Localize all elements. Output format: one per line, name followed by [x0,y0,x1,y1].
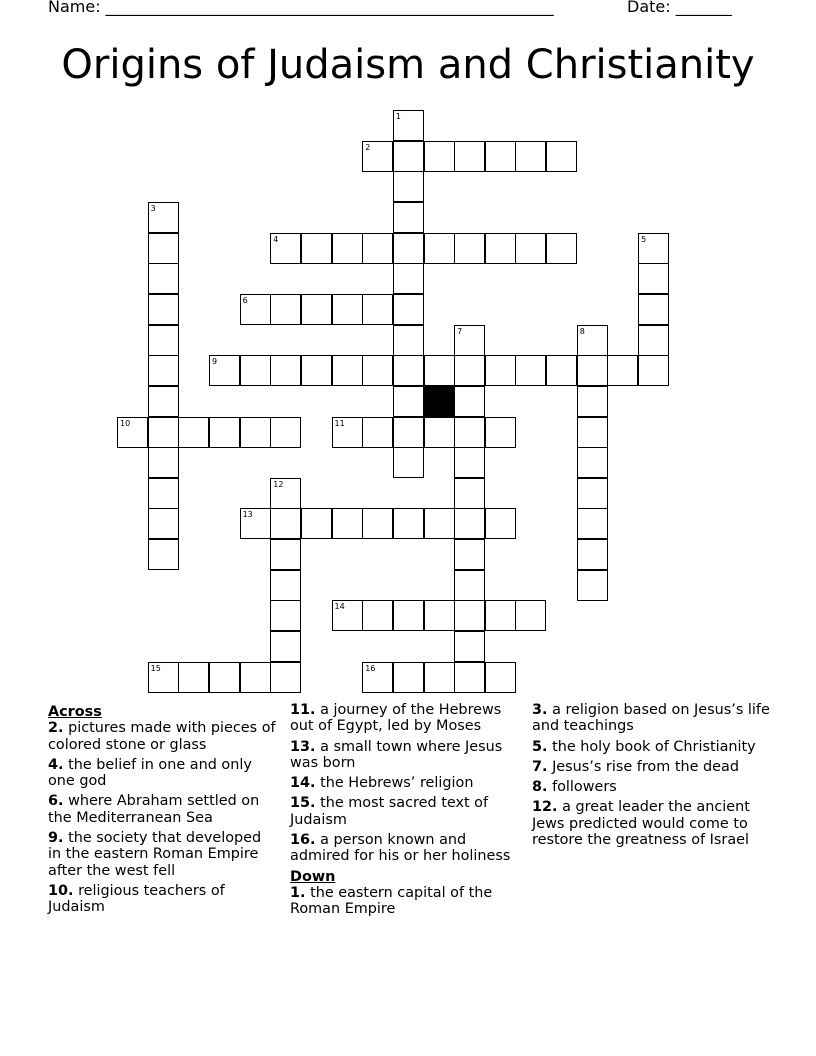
grid-cell[interactable] [638,263,669,294]
grid-cell[interactable] [424,233,455,264]
grid-cell[interactable] [485,233,516,264]
grid-cell[interactable] [424,662,455,693]
cell-number: 2 [365,142,371,152]
clue-number: 4. [48,756,64,773]
grid-cell[interactable] [270,662,301,693]
grid-cell[interactable] [240,294,271,325]
clue-number: 7. [532,758,548,775]
date-field-label: Date: _______ [627,0,732,16]
grid-cell[interactable] [454,539,485,570]
grid-cell[interactable] [270,417,301,448]
grid-cell[interactable] [148,447,179,478]
clue-text: where Abraham settled on the Mediterranean Sea [48,793,260,826]
grid-cell[interactable] [332,508,363,539]
grid-cell[interactable] [209,417,240,448]
clue-number: 6. [48,793,64,810]
grid-cell[interactable] [515,233,546,264]
grid-cell[interactable] [454,325,485,356]
grid-cell[interactable] [270,508,301,539]
clue-item [290,832,520,865]
black-square [424,386,455,417]
grid-cell[interactable] [148,508,179,539]
grid-cell[interactable] [393,141,424,172]
grid-cell[interactable] [393,263,424,294]
clue-number: 11. [290,702,316,718]
grid-cell[interactable] [577,539,608,570]
grid-cell[interactable] [454,570,485,601]
clue-number: 12. [532,799,558,816]
grid-cell[interactable] [178,417,209,448]
grid-cell[interactable] [577,325,608,356]
cell-number: 12 [273,479,284,489]
cell-number: 10 [120,418,131,428]
clue-text: pictures made with pieces of colored stone or glass [48,720,276,753]
grid-cell[interactable] [393,662,424,693]
grid-cell[interactable] [454,508,485,539]
clue-item [48,830,278,879]
grid-cell[interactable] [148,233,179,264]
grid-cell[interactable] [117,417,148,448]
grid-cell[interactable] [546,233,577,264]
grid-cell[interactable] [424,141,455,172]
cell-number: 6 [242,295,248,305]
clue-text: the eastern capital of the Roman Empire [290,884,493,918]
grid-cell[interactable] [301,294,332,325]
clue-number: 15. [290,795,316,812]
grid-cell[interactable] [393,325,424,356]
grid-cell[interactable] [638,355,669,386]
grid-cell[interactable] [270,294,301,325]
cell-number: 9 [211,357,218,367]
clue-text: a small town where Jesus was born [290,738,503,771]
cell-number: 3 [150,203,156,213]
clue-item [532,702,772,735]
clue-text: religious teachers of Judaism [48,882,225,916]
clue-text: the society that developed in the eastern Roman Empire after the west fell [48,830,262,879]
clue-column-2 [290,702,520,922]
grid-cell[interactable] [362,233,393,264]
grid-cell[interactable] [148,202,179,233]
clue-text: a journey of the Hebrews out of Egypt, led by Moses [290,702,502,735]
cell-number: 7 [457,326,463,336]
cell-number: 13 [242,510,253,520]
cell-number: 1 [395,112,401,121]
clue-item [532,799,772,848]
clue-item [290,795,520,828]
grid-cell[interactable] [577,417,608,448]
grid-cell[interactable] [301,233,332,264]
grid-cell[interactable] [148,539,179,570]
grid-cell[interactable] [577,386,608,417]
grid-cell[interactable] [515,600,546,631]
grid-cell[interactable] [148,386,179,417]
clue-item [532,759,772,775]
grid-cell[interactable] [424,508,455,539]
grid-cell[interactable] [577,508,608,539]
cell-number: 16 [365,663,376,673]
clue-number: 5. [532,738,548,755]
grid-cell[interactable] [270,478,301,509]
clue-item [290,775,520,791]
clue-number: 2. [48,720,64,737]
grid-cell[interactable] [485,600,516,631]
page-title: Origins of Judaism and Christianity [61,42,755,88]
clue-text: the Hebrews’ religion [320,775,474,792]
grid-cell[interactable] [240,355,271,386]
grid-cell[interactable] [148,325,179,356]
grid-cell[interactable] [393,417,424,448]
clue-text: the holy book of Christianity [552,738,756,755]
grid-cell[interactable] [577,570,608,601]
grid-cell[interactable] [515,141,546,172]
grid-cell[interactable] [270,233,301,264]
grid-cell[interactable] [148,355,179,386]
grid-cell[interactable] [362,600,393,631]
clue-text: the belief in one and only one god [48,756,252,790]
grid-cell[interactable] [454,141,485,172]
grid-cell[interactable] [240,662,271,693]
grid-cell[interactable] [485,417,516,448]
grid-cell[interactable] [362,294,393,325]
clue-text: followers [552,779,617,796]
grid-cell[interactable] [454,478,485,509]
clue-text: a great leader the ancient Jews predicted would come to restore the greatness of Israel [532,799,750,849]
grid-cell[interactable] [270,600,301,631]
grid-cell[interactable] [209,662,240,693]
clue-column-3 [532,702,772,852]
clue-item [290,885,520,918]
clue-item [290,739,520,772]
cell-number: 11 [334,418,345,428]
clue-item [48,883,278,916]
clue-number: 8. [532,779,548,796]
grid-cell[interactable] [393,233,424,264]
grid-cell[interactable] [270,355,301,386]
clue-number: 10. [48,882,74,899]
grid-cell[interactable] [148,263,179,294]
grid-cell[interactable] [638,294,669,325]
grid-cell[interactable] [393,447,424,478]
clue-number: 16. [290,832,316,849]
grid-cell[interactable] [209,355,240,386]
clue-number: 1. [290,884,306,901]
grid-cell[interactable] [332,600,363,631]
grid-cell[interactable] [577,447,608,478]
grid-cell[interactable] [362,508,393,539]
clue-item [290,702,520,735]
grid-cell[interactable] [393,355,424,386]
grid-cell[interactable] [332,294,363,325]
grid-cell[interactable] [240,508,271,539]
grid-cell[interactable] [301,508,332,539]
grid-cell[interactable] [270,570,301,601]
clue-number: 13. [290,738,316,755]
clue-text: a person known and admired for his or her holiness [290,832,511,865]
grid-cell[interactable] [485,355,516,386]
clue-text: Jesus’s rise from the dead [552,758,739,775]
grid-cell[interactable] [301,355,332,386]
grid-cell[interactable] [424,417,455,448]
grid-cell[interactable] [393,110,424,141]
grid-cell[interactable] [240,417,271,448]
grid-cell[interactable] [485,662,516,693]
grid-cell[interactable] [393,202,424,233]
grid-cell[interactable] [332,233,363,264]
grid-cell[interactable] [546,141,577,172]
clue-text: a religion based on Jesus’s life and teachings [532,702,770,735]
grid-cell[interactable] [424,355,455,386]
grid-cell[interactable] [454,662,485,693]
grid-cell[interactable] [362,141,393,172]
grid-cell[interactable] [332,417,363,448]
grid-cell[interactable] [638,233,669,264]
grid-cell[interactable] [148,662,179,693]
grid-cell[interactable] [485,141,516,172]
grid-cell[interactable] [148,294,179,325]
across-heading: Across [48,704,102,720]
grid-cell[interactable] [148,478,179,509]
clue-item [48,720,278,753]
grid-cell[interactable] [332,355,363,386]
cell-number: 14 [334,602,345,612]
grid-cell[interactable] [485,508,516,539]
clue-item [48,757,278,790]
grid-cell[interactable] [454,600,485,631]
clue-text: the most sacred text of Judaism [290,795,489,828]
grid-cell[interactable] [454,631,485,662]
grid-cell[interactable] [393,386,424,417]
clue-item [532,779,772,795]
grid-cell[interactable] [577,478,608,509]
cell-number: 8 [579,326,585,336]
grid-cell[interactable] [270,631,301,662]
grid-cell[interactable] [454,447,485,478]
grid-cell[interactable] [454,386,485,417]
clue-item [48,793,278,826]
grid-cell[interactable] [454,417,485,448]
grid-cell[interactable] [393,294,424,325]
grid-cell[interactable] [270,539,301,570]
grid-cell[interactable] [178,662,209,693]
grid-cell[interactable] [638,325,669,356]
grid-cell[interactable] [148,417,179,448]
cell-number: 4 [273,234,279,244]
grid-cell[interactable] [393,171,424,202]
clue-number: 14. [290,775,316,792]
grid-cell[interactable] [546,355,577,386]
grid-cell[interactable] [362,355,393,386]
cell-number: 15 [150,663,161,673]
clue-number: 3. [532,702,548,718]
cell-number: 5 [641,234,647,244]
grid-cell[interactable] [577,355,608,386]
grid-cell[interactable] [393,508,424,539]
grid-cell[interactable] [454,233,485,264]
name-field-label: Name: ________________________________________________________ [48,0,554,16]
grid-cell[interactable] [393,600,424,631]
grid-cell[interactable] [424,600,455,631]
down-heading: Down [290,868,336,885]
clue-number: 9. [48,830,64,847]
grid-cell[interactable] [362,662,393,693]
clue-item [532,739,772,755]
clue-column-1 [48,702,278,920]
grid-cell[interactable] [454,355,485,386]
grid-cell[interactable] [362,417,393,448]
grid-cell[interactable] [515,355,546,386]
grid-cell[interactable] [607,355,638,386]
